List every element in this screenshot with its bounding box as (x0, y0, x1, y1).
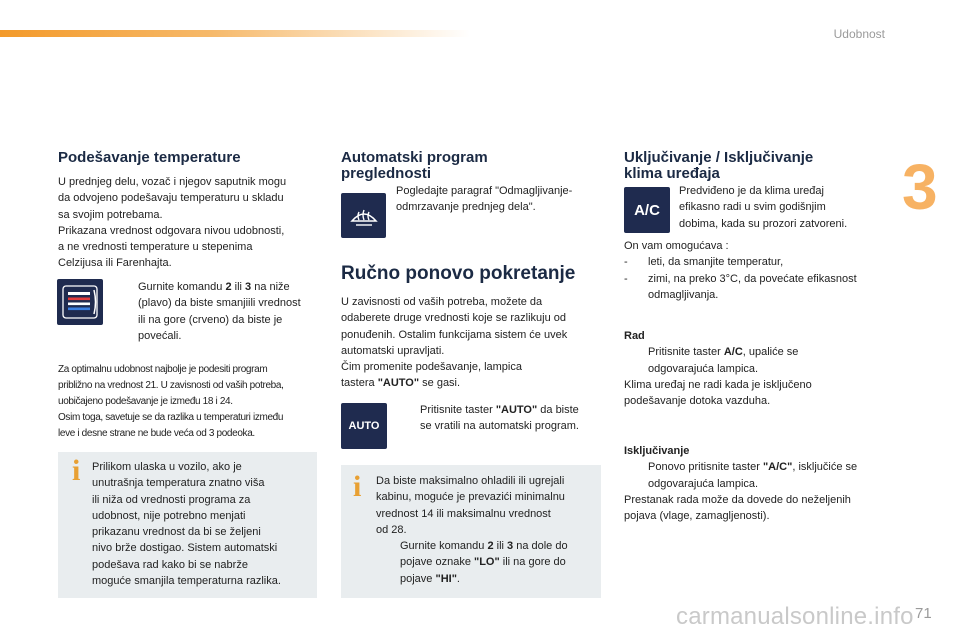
col3-allows: On vam omogućava : - leti, da smanjite temperatur, - zimi, na preko 3°C, da povećate efikasnost odmagljivanja. (624, 240, 857, 301)
col1-paragraph: U prednjeg delu, vozač i njegov saputnik mogu da odvojeno podešavaju temperaturu u skladu sa svojim potrebama. Prikazana vrednost odgovara nivou udobnosti, a ne vrednosti temperature u stepenima Celzijusa ili Farenhajta. (58, 176, 287, 270)
temperature-wheel-icon (61, 283, 99, 321)
col3-rad: Rad Pritisnite taster A/C, upaliće se odgovarajuća lampica. Klima uređaj ne radi kada je isključeno podešavanje dotoka vazduha. (624, 330, 812, 408)
ac-button-icon (624, 187, 670, 233)
defrost-button-icon (341, 193, 386, 238)
col2-paragraph: U zavisnosti od vaših potreba, možete da odaberete druge vrednosti koje se razlikuju od ponuđenih. Ostalim funkcijama sistem će uvek automatski upravljati. Čim promenite podešavanje, lampica tastera "AUTO" se gasi. (341, 296, 568, 390)
temperature-control-icon (57, 279, 103, 325)
windscreen-defrost-icon (347, 199, 381, 233)
col2-title: Automatski program preglednosti (341, 149, 488, 182)
col1-tip-text: Za optimalnu udobnost najbolje je podesiti program približno na vrednost 21. U zavisnosti od vaših potreba, uobičajeno podešavanje je između 18 i 24. Osim toga, savetuje se da razlika u temperaturi između leve i desne strane ne bude veća od 3 podeoka. (58, 364, 284, 439)
col3-off: Isključivanje Ponovo pritisnite taster "A/C", isključiće se odgovarajuća lampica. Prestanak rada može da dovede do neželjenih pojava (vlage, zamagljenosti). (624, 445, 858, 523)
col3-title: Uključivanje / Isključivanje klima uređaja (624, 149, 814, 182)
auto-button-icon (341, 403, 387, 449)
auto-label: AUTO (348, 420, 380, 432)
restart-title: Ručno ponovo pokretanje (341, 263, 576, 284)
col2-note-text: Da biste maksimalno ohladili ili ugrejali kabinu, moguće je prevazići minimalnu vrednost 14 ili maksimalnu vrednost od 28. Gurnite komandu 2 ili 3 na dole do pojave oznake "LO" ili na gore do pojave "HI". (376, 475, 568, 585)
col2-reference: Pogledajte paragraf "Odmagljivanje- odmrzavanje prednjeg dela". (396, 185, 573, 214)
col2-step: Pritisnite taster "AUTO" da biste se vratili na automatski program. (420, 404, 579, 433)
chapter-number: 3 (902, 151, 938, 223)
info-icon: i (72, 454, 81, 487)
col1-step: Gurnite komandu 2 ili 3 na niže (plavo) da biste smanjiili vrednost ili na gore (crveno) da biste je povećali. (138, 281, 301, 342)
dash-marker: - (624, 256, 628, 269)
col2-info-note (341, 465, 601, 598)
ac-label: A/C (634, 201, 660, 219)
col1-info-note (58, 452, 317, 598)
page-number: 71 (915, 605, 932, 622)
section-label: Udobnost (833, 27, 885, 41)
watermark: carmanualsonline.info (676, 603, 914, 630)
col1-note-text: Prilikom ulaska u vozilo, ako je unutrašnja temperatura znatno viša ili niža od vrednosti programa za udobnost, nije potrebno menjati prikazanu vrednost da bi se željeni nivo brže dostigao. Sistem automatski podešava rad kako bi se nabrže moguće smanjila temperaturna razlika. (92, 461, 281, 588)
info-icon: i (353, 470, 362, 503)
header-accent-bar (0, 30, 470, 37)
col3-intro: Predviđeno je da klima uređaj efikasno radi u svim godišnjim dobima, kada su prozori zatvoreni. (679, 185, 848, 230)
col1-title: Podešavanje temperature (58, 149, 241, 166)
dash-marker: - (624, 272, 628, 285)
